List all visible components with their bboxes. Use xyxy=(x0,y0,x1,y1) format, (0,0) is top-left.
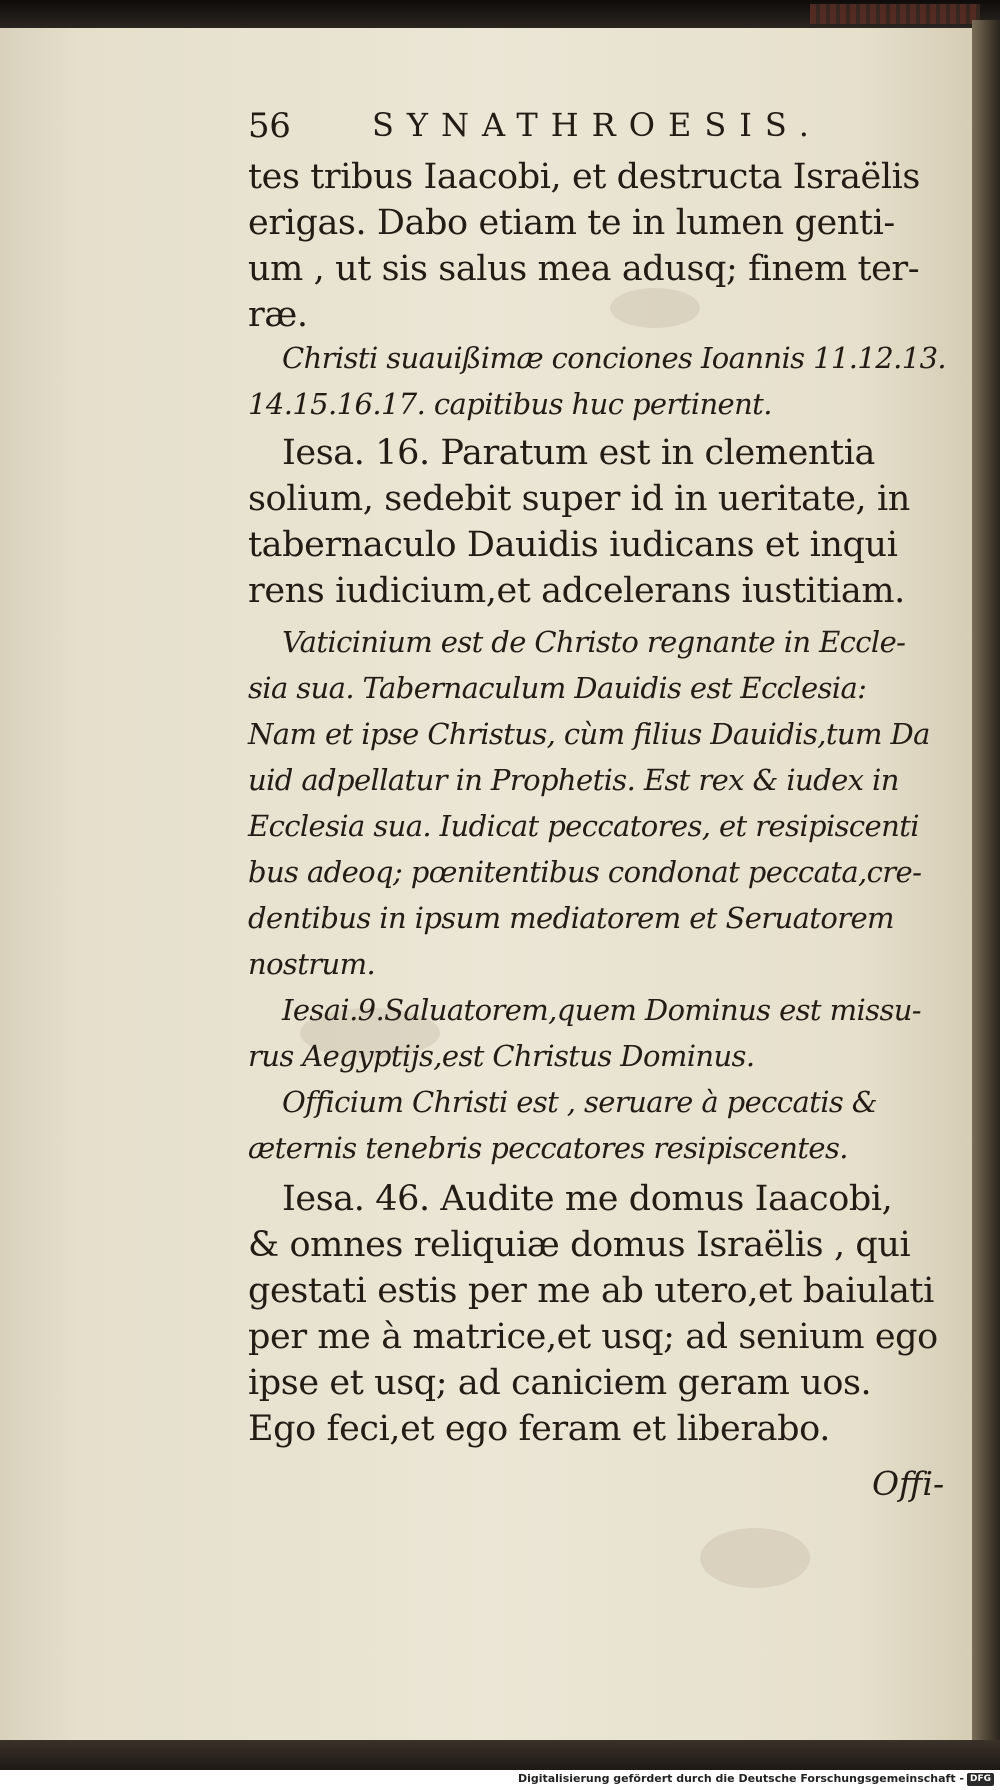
header-title: SYNATHROESIS. xyxy=(372,106,822,144)
text-line: bus adeoq; pœnitentibus condonat peccata,cre- xyxy=(248,855,922,889)
text-line: Iesai.9.Saluatorem,quem Dominus est missu- xyxy=(282,993,921,1027)
scan-top-edge xyxy=(0,0,1000,28)
page-fore-edge xyxy=(972,20,1000,1750)
paper-stain xyxy=(610,288,700,328)
text-line: & omnes reliquiæ domus Israëlis , qui xyxy=(248,1225,911,1265)
text-line: per me à matrice,et usq; ad senium ego xyxy=(248,1317,938,1357)
catchword: Offi- xyxy=(872,1464,945,1503)
text-line: solium, sedebit super id in ueritate, in xyxy=(248,479,910,519)
scan-bottom-edge xyxy=(0,1740,1000,1770)
text-line: Vaticinium est de Christo regnante in Eccle- xyxy=(282,625,906,659)
text-line: Nam et ipse Christus, cùm filius Dauidis,tum Da xyxy=(248,717,930,751)
text-line: ræ. xyxy=(248,295,308,335)
text-line: nostrum. xyxy=(248,947,376,981)
text-line: Ecclesia sua. Iudicat peccatores, et resipiscenti xyxy=(248,809,919,843)
book-spine-texture xyxy=(810,4,980,24)
text-line: Iesa. 16. Paratum est in clementia xyxy=(282,433,875,473)
dfg-logo: DFG xyxy=(967,1773,994,1786)
digitization-footer xyxy=(0,1770,1000,1790)
text-line: um , ut sis salus mea adusq; finem ter- xyxy=(248,249,920,289)
text-line: Iesa. 46. Audite me domus Iaacobi, xyxy=(282,1179,893,1219)
text-line: Ego feci,et ego feram et liberabo. xyxy=(248,1409,830,1449)
paper-stain xyxy=(700,1528,810,1588)
text-line: rus Aegyptijs,est Christus Dominus. xyxy=(248,1039,755,1073)
paper-page xyxy=(0,28,972,1746)
page-number: 56 xyxy=(248,106,291,146)
text-line: æternis tenebris peccatores resipiscentes. xyxy=(248,1131,848,1165)
text-line: tabernaculo Dauidis iudicans et inqui xyxy=(248,525,898,565)
text-line: Christi suauißimæ conciones Ioannis 11.12.13. xyxy=(282,341,947,375)
text-line: ipse et usq; ad caniciem geram uos. xyxy=(248,1363,872,1403)
running-head xyxy=(248,106,822,146)
text-line: 14.15.16.17. capitibus huc pertinent. xyxy=(248,387,772,421)
text-line: Officium Christi est , seruare à peccatis & xyxy=(282,1085,877,1119)
text-line: tes tribus Iaacobi, et destructa Israëlis xyxy=(248,157,920,197)
text-line: dentibus in ipsum mediatorem et Seruatorem xyxy=(248,901,894,935)
text-line: erigas. Dabo etiam te in lumen genti- xyxy=(248,203,895,243)
text-line: gestati estis per me ab utero,et baiulati xyxy=(248,1271,934,1311)
funding-notice: Digitalisierung gefördert durch die Deutsche Forschungsgemeinschaft - xyxy=(517,1772,964,1785)
text-line: sia sua. Tabernaculum Dauidis est Ecclesia: xyxy=(248,671,867,705)
text-line: uid adpellatur in Prophetis. Est rex & iudex in xyxy=(248,763,899,797)
text-line: rens iudicium,et adcelerans iustitiam. xyxy=(248,571,905,611)
